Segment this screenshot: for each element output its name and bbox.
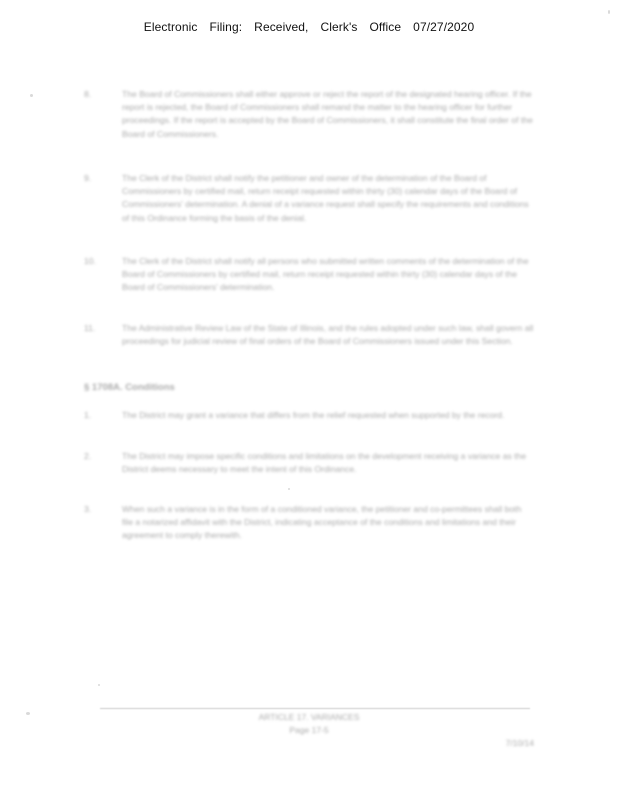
paragraph-9 xyxy=(84,172,534,225)
condition-text: When such a variance is in the form of a conditioned variance, the petitioner and co-permittees shall both file a notarized affidavit with the District, indicating acceptance of the conditions and limitations and their agreement to comply therewith. xyxy=(122,504,522,541)
paragraph-text: The Clerk of the District shall notify all persons who submitted written comments of the determination of the Board of Commissioners by certified mail, return receipt requested within thirty (30) calendar days of the Board of Commissioners' determination. xyxy=(122,256,529,293)
section-heading-conditions: § 1708A. Conditions xyxy=(84,382,175,393)
scan-speck xyxy=(30,94,33,97)
stamp-word-received: Received, xyxy=(254,20,309,34)
scan-speck xyxy=(608,10,610,14)
scan-speck xyxy=(98,684,100,686)
paragraph-number: 11. xyxy=(84,323,96,333)
paragraph-text: The Clerk of the District shall notify the petitioner and owner of the determination of the Board of Commissioners by certified mail, return receipt requested within thirty (30) calendar days of the Board of Commissioners' determination. A denial of a variance request shall specify the requirements and conditions of this Ordinance forming the basis of the denial. xyxy=(122,173,529,223)
footer-date: 7/10/14 xyxy=(505,738,534,748)
condition-number: 3. xyxy=(84,504,92,514)
paragraph-number: 10. xyxy=(84,256,96,266)
footer-page-number: Page 17-5 xyxy=(289,725,329,735)
paragraph-text: The Board of Commissioners shall either approve or reject the report of the designated hearing officer. If the report is rejected, the Board of Commissioners shall remand the matter to the hearing officer for further proceedings. If the report is accepted by the Board of Commissioners, it shall constitute the final order of the Board of Commissioners. xyxy=(122,89,533,139)
stamp-word-office: Office xyxy=(369,20,402,34)
condition-3 xyxy=(84,503,534,543)
condition-number: 2. xyxy=(84,451,92,461)
electronic-filing-stamp xyxy=(0,20,618,34)
stamp-date: 07/27/2020 xyxy=(413,20,475,34)
paragraph-text: The Administrative Review Law of the State of Illinois, and the rules adopted under such law, shall govern all proceedings for judicial review of final orders of the Board of Commissioners issued under this Section. xyxy=(122,323,534,347)
paragraph-number: 9. xyxy=(84,173,92,183)
paragraph-11 xyxy=(84,322,534,348)
stamp-word-clerks: Clerk's xyxy=(320,20,358,34)
paragraph-8 xyxy=(84,88,534,141)
footer-rule xyxy=(100,708,530,709)
condition-text: The District may grant a variance that differs from the relief requested when supported by the record. xyxy=(122,410,505,420)
condition-2 xyxy=(84,450,534,476)
paragraph-10 xyxy=(84,255,534,295)
footer-article: ARTICLE 17. VARIANCES xyxy=(258,712,360,722)
paragraph-number: 8. xyxy=(84,89,92,99)
scan-speck xyxy=(288,488,290,490)
stamp-word-electronic: Electronic xyxy=(143,20,198,34)
stamp-word-filing: Filing: xyxy=(209,20,243,34)
condition-1 xyxy=(84,409,534,422)
condition-text: The District may impose specific conditions and limitations on the development receiving a variance as the District deems necessary to meet the intent of this Ordinance. xyxy=(122,451,527,475)
condition-number: 1. xyxy=(84,410,92,420)
